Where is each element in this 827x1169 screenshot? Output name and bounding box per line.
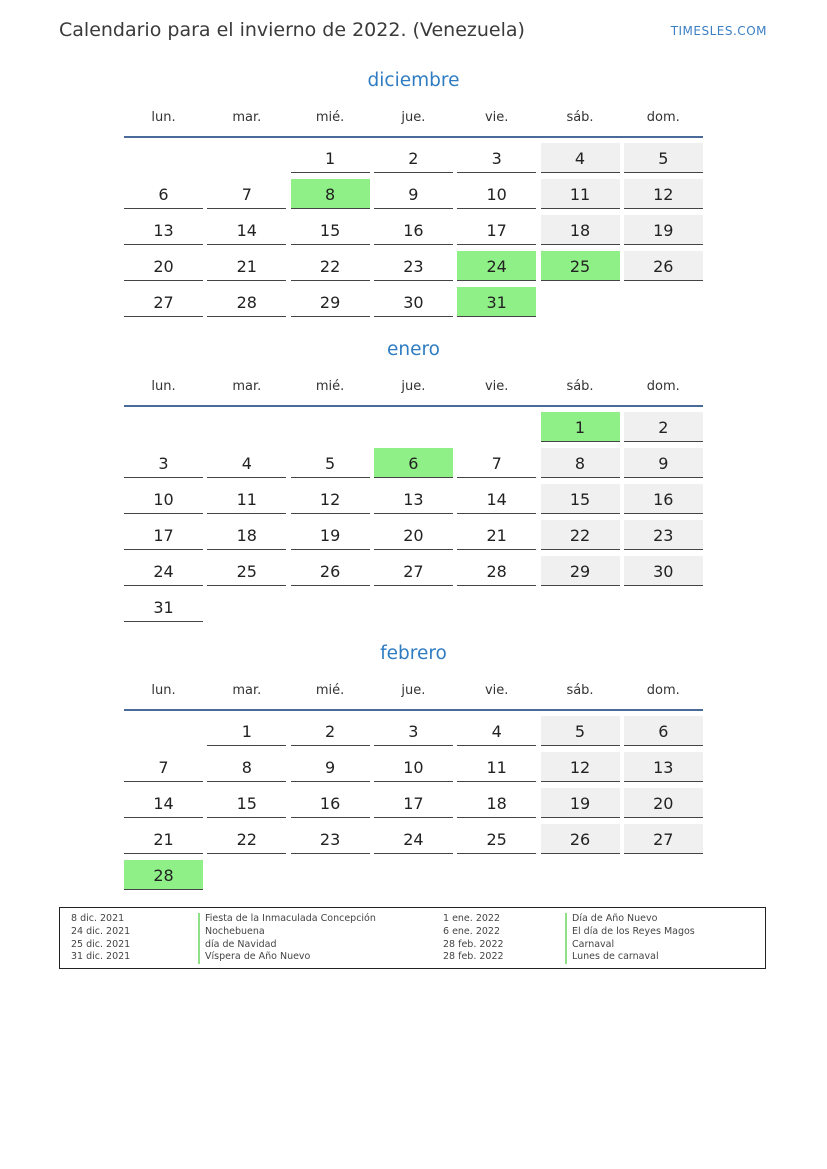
legend-date: 8 dic. 2021: [71, 913, 125, 924]
day-cell: 25: [207, 556, 286, 586]
day-cell: 29: [541, 556, 620, 586]
day-cell: 12: [291, 484, 370, 514]
day-cell: 30: [624, 556, 703, 586]
day-cell: 8: [207, 752, 286, 782]
legend-date: 24 dic. 2021: [71, 925, 131, 937]
day-cell: 5: [291, 448, 370, 478]
day-cell: 20: [624, 788, 703, 818]
legend-names-left: [205, 913, 376, 964]
weekday-header: mar.: [232, 683, 262, 698]
holiday-day-cell: 31: [457, 287, 536, 317]
day-cell: 26: [624, 251, 703, 281]
page-title: Calendario para el invierno de 2022. (Venezuela): [59, 19, 525, 41]
day-cell: 31: [124, 592, 203, 622]
legend-date: 25 dic. 2021: [71, 938, 131, 950]
legend-holiday: El día de los Reyes Magos: [572, 925, 695, 937]
weekday-header: lun.: [151, 379, 176, 394]
day-cell: 27: [374, 556, 453, 586]
holiday-day-cell: 25: [541, 251, 620, 281]
day-cell: 14: [124, 788, 203, 818]
legend-names-right: [572, 913, 695, 964]
weekday-header: vie.: [484, 683, 509, 698]
day-cell: 10: [374, 752, 453, 782]
day-cell: 11: [207, 484, 286, 514]
day-cell: 18: [207, 520, 286, 550]
day-cell: 18: [541, 215, 620, 245]
day-cell: 7: [457, 448, 536, 478]
weekday-header: dom.: [646, 379, 680, 394]
day-cell: 12: [541, 752, 620, 782]
day-cell: 9: [374, 179, 453, 209]
legend-date: 31 dic. 2021: [71, 951, 131, 963]
day-cell: 26: [541, 824, 620, 854]
day-cell: 17: [124, 520, 203, 550]
day-cell: 2: [374, 143, 453, 173]
day-cell: 20: [124, 251, 203, 281]
day-cell: 15: [207, 788, 286, 818]
holiday-day-cell: 1: [541, 412, 620, 442]
day-cell: 15: [291, 215, 370, 245]
day-cell: 3: [124, 448, 203, 478]
legend-holiday: Fiesta de la Inmaculada Concepción: [205, 913, 376, 924]
day-cell: 12: [624, 179, 703, 209]
month-title: diciembre: [367, 70, 460, 91]
day-cell: 27: [124, 287, 203, 317]
day-cell: 27: [624, 824, 703, 854]
header-divider: [124, 405, 703, 407]
weekday-header: mié.: [315, 683, 345, 698]
day-cell: 6: [624, 716, 703, 746]
brand-link[interactable]: TIMESLES.COM: [670, 24, 767, 38]
legend-holiday: Víspera de Año Nuevo: [205, 951, 311, 963]
weekday-header: vie.: [484, 110, 509, 125]
day-cell: 16: [624, 484, 703, 514]
legend-marker: [565, 913, 567, 964]
weekday-header: mié.: [315, 379, 345, 394]
day-cell: 13: [124, 215, 203, 245]
weekday-header: jue.: [401, 379, 426, 394]
day-cell: 30: [374, 287, 453, 317]
header-divider: [124, 136, 703, 138]
day-cell: 1: [207, 716, 286, 746]
day-cell: 29: [291, 287, 370, 317]
holiday-day-cell: 8: [291, 179, 370, 209]
weekday-header: lun.: [151, 683, 176, 698]
day-cell: 5: [624, 143, 703, 173]
day-cell: 15: [541, 484, 620, 514]
day-cell: 4: [541, 143, 620, 173]
day-cell: 26: [291, 556, 370, 586]
legend-dates-right: [443, 913, 504, 964]
month-title: febrero: [380, 643, 447, 664]
holiday-legend: [59, 907, 766, 969]
day-cell: 14: [457, 484, 536, 514]
weekday-header: mié.: [315, 110, 345, 125]
day-cell: 19: [291, 520, 370, 550]
legend-holiday: Lunes de carnaval: [572, 951, 659, 963]
weekday-header: dom.: [646, 683, 680, 698]
day-cell: 10: [124, 484, 203, 514]
day-cell: 22: [207, 824, 286, 854]
day-cell: 7: [124, 752, 203, 782]
weekday-header: mar.: [232, 110, 262, 125]
legend-date: 6 ene. 2022: [443, 925, 500, 937]
header-divider: [124, 709, 703, 711]
legend-holiday: Nochebuena: [205, 925, 265, 937]
day-cell: 8: [541, 448, 620, 478]
day-cell: 21: [207, 251, 286, 281]
legend-marker: [198, 913, 200, 964]
day-cell: 24: [124, 556, 203, 586]
legend-holiday: Día de Año Nuevo: [572, 913, 658, 924]
legend-holiday: Carnaval: [572, 938, 615, 950]
day-cell: 19: [624, 215, 703, 245]
day-cell: 14: [207, 215, 286, 245]
day-cell: 13: [624, 752, 703, 782]
weekday-header: mar.: [232, 379, 262, 394]
day-cell: 23: [624, 520, 703, 550]
legend-holiday: día de Navidad: [205, 938, 277, 950]
day-cell: 21: [457, 520, 536, 550]
weekday-header: jue.: [401, 110, 426, 125]
day-cell: 24: [374, 824, 453, 854]
day-cell: 23: [374, 251, 453, 281]
weekday-header: sáb.: [566, 110, 594, 125]
holiday-day-cell: 24: [457, 251, 536, 281]
day-cell: 11: [541, 179, 620, 209]
day-cell: 13: [374, 484, 453, 514]
day-cell: 3: [374, 716, 453, 746]
day-cell: 9: [624, 448, 703, 478]
day-cell: 25: [457, 824, 536, 854]
day-cell: 11: [457, 752, 536, 782]
day-cell: 28: [457, 556, 536, 586]
day-cell: 6: [124, 179, 203, 209]
weekday-header: sáb.: [566, 683, 594, 698]
legend-date: 1 ene. 2022: [443, 913, 500, 924]
weekday-header: vie.: [484, 379, 509, 394]
day-cell: 16: [291, 788, 370, 818]
day-cell: 2: [624, 412, 703, 442]
day-cell: 23: [291, 824, 370, 854]
weekday-header: lun.: [151, 110, 176, 125]
day-cell: 19: [541, 788, 620, 818]
day-cell: 9: [291, 752, 370, 782]
holiday-day-cell: 6: [374, 448, 453, 478]
legend-dates-left: [71, 913, 130, 964]
day-cell: 1: [291, 143, 370, 173]
day-cell: 2: [291, 716, 370, 746]
weekday-header: sáb.: [566, 379, 594, 394]
day-cell: 17: [374, 788, 453, 818]
weekday-header: dom.: [646, 110, 680, 125]
day-cell: 3: [457, 143, 536, 173]
day-cell: 4: [457, 716, 536, 746]
legend-date: 28 feb. 2022: [443, 938, 504, 950]
holiday-day-cell: 28: [124, 860, 203, 890]
weekday-header: jue.: [401, 683, 426, 698]
day-cell: 7: [207, 179, 286, 209]
day-cell: 4: [207, 448, 286, 478]
day-cell: 22: [291, 251, 370, 281]
day-cell: 21: [124, 824, 203, 854]
day-cell: 20: [374, 520, 453, 550]
day-cell: 17: [457, 215, 536, 245]
day-cell: 22: [541, 520, 620, 550]
day-cell: 28: [207, 287, 286, 317]
month-title: enero: [386, 339, 440, 360]
legend-date: 28 feb. 2022: [443, 951, 504, 963]
day-cell: 5: [541, 716, 620, 746]
day-cell: 10: [457, 179, 536, 209]
day-cell: 18: [457, 788, 536, 818]
day-cell: 16: [374, 215, 453, 245]
